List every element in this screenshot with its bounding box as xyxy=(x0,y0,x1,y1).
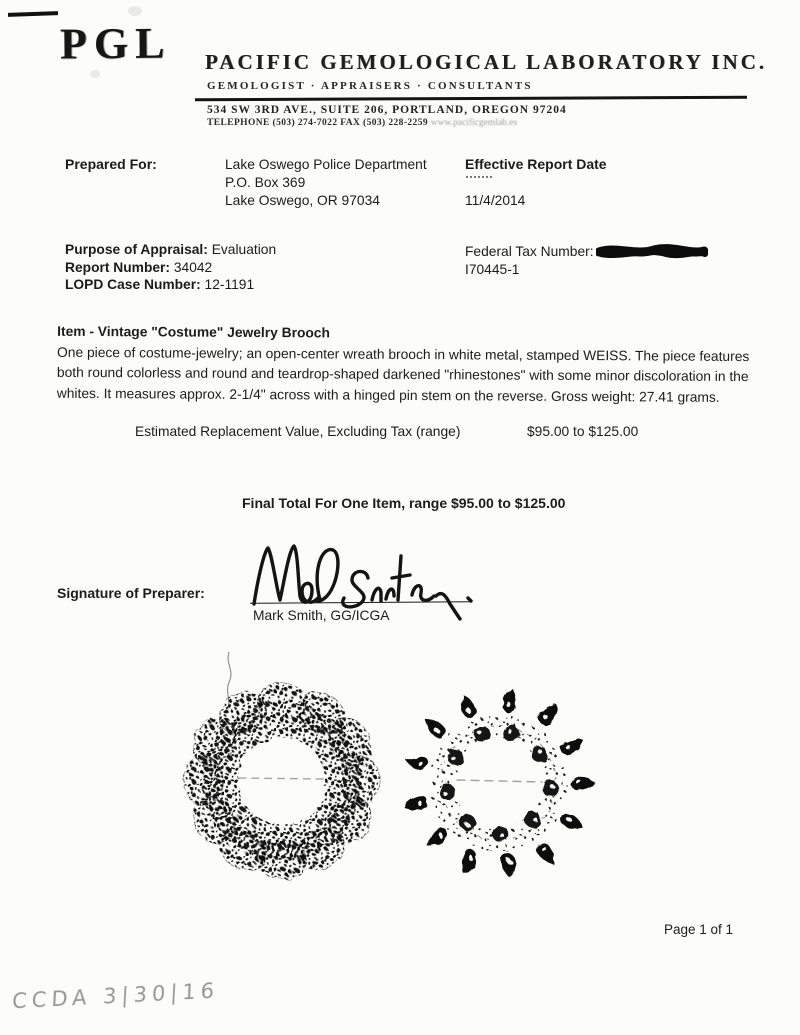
report-number-value: 34042 xyxy=(173,259,213,275)
case-number-row xyxy=(65,276,276,294)
scan-artifact-smudge xyxy=(128,6,142,16)
recipient-po-box: P.O. Box 369 xyxy=(225,175,306,190)
brooch-photo-clear xyxy=(173,672,391,890)
report-number-label: Report Number: xyxy=(65,259,171,275)
company-phone xyxy=(207,118,517,128)
tax-number-redaction xyxy=(596,244,708,260)
tax-id-secondary: I70445-1 xyxy=(465,261,520,277)
report-number-row xyxy=(65,259,276,277)
scan-artifact-smudge xyxy=(90,70,100,78)
scan-artifact-dash xyxy=(8,11,58,17)
report-date-value: 11/4/2014 xyxy=(465,193,526,208)
preparer-name: Mark Smith, GG/ICGA xyxy=(253,608,390,623)
prepared-for-address xyxy=(225,156,427,210)
item-heading: Item - Vintage "Costume" Jewelry Brooch xyxy=(57,323,330,341)
brooch-photo-dark xyxy=(396,683,601,883)
federal-tax-label: Federal Tax Number: xyxy=(465,244,594,259)
handwritten-note: CCDA 3|30|16 xyxy=(11,978,220,1014)
header-rule xyxy=(195,96,747,101)
estimate-label: Estimated Replacement Value, Excluding Tax (range) xyxy=(135,424,461,439)
federal-tax-block xyxy=(465,243,708,278)
federal-tax-row xyxy=(465,243,708,261)
recipient-city-state: Lake Oswego, OR 97034 xyxy=(225,193,380,208)
appraisal-details xyxy=(65,241,276,294)
purpose-value: Evaluation xyxy=(211,242,277,257)
signature-label: Signature of Preparer: xyxy=(57,585,205,601)
purpose-row xyxy=(65,241,276,259)
prepared-for-label: Prepared For: xyxy=(65,156,157,172)
item-section xyxy=(57,322,773,408)
pgl-logo: PGL xyxy=(59,18,172,69)
phone-fax-text: TELEPHONE (503) 274-7022 FAX (503) 228-2259 xyxy=(207,118,428,128)
company-tagline: GEMOLOGIST · APPRAISERS · CONSULTANTS xyxy=(207,80,533,92)
purpose-label: Purpose of Appraisal: xyxy=(65,242,208,257)
case-number-value: 12-1191 xyxy=(204,277,255,292)
final-total: Final Total For One Item, range $95.00 to $125.00 xyxy=(242,495,566,511)
item-description: One piece of costume-jewelry; an open-center wreath brooch in white metal, stamped WEISS. The piece features both round colorless and round and teardrop-shaped darkened "rhinestones" with some minor discoloration in the whites. It measures approx. 2-1/4" across with a hinged pin stem on the reverse. Gross weight: 27.41 grams. xyxy=(56,344,750,405)
estimate-value: $95.00 to $125.00 xyxy=(527,424,639,439)
report-date-heading: Effective Report Date xyxy=(465,156,607,172)
recipient-name: Lake Oswego Police Department xyxy=(225,157,427,172)
scan-artifact-underline xyxy=(466,176,492,178)
page-number: Page 1 of 1 xyxy=(664,922,734,937)
case-number-label: LOPD Case Number: xyxy=(65,277,201,292)
website-text: www.pacificgemlab.es xyxy=(430,118,518,128)
company-address: 534 SW 3RD AVE., SUITE 206, PORTLAND, OREGON 97204 xyxy=(207,104,567,116)
company-name: PACIFIC GEMOLOGICAL LABORATORY INC. xyxy=(205,50,768,74)
